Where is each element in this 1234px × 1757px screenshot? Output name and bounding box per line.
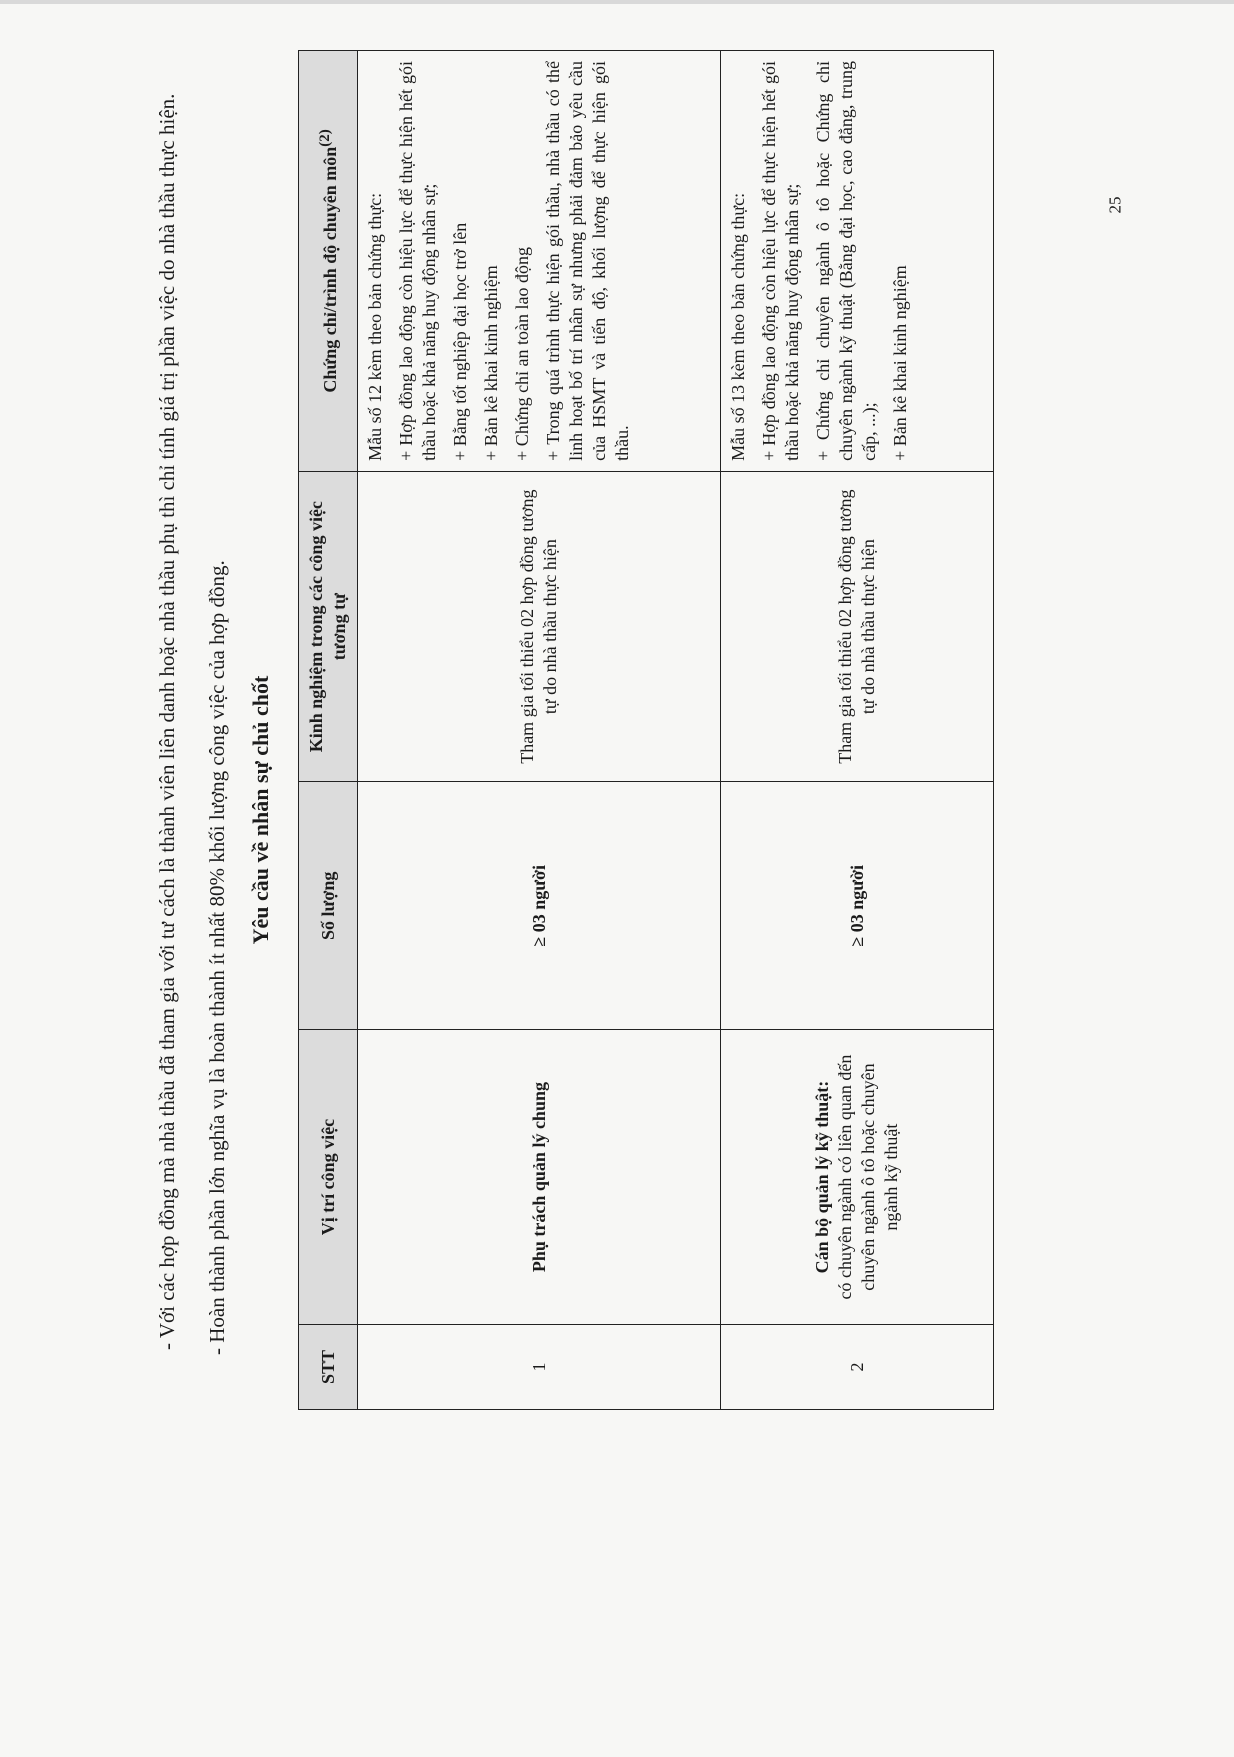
cell-position: [358, 1030, 721, 1325]
rotated-page-content: [140, 20, 1200, 1600]
certificate-line: + Hợp đồng lao động còn hiệu lực để thực hiện hết gói thầu hoặc khả năng huy động nhân sự;: [759, 61, 802, 461]
position-title: Phụ trách quản lý chung: [528, 1082, 549, 1273]
position-detail: có chuyên ngành có liên quan đến chuyên ngành ô tô hoặc chuyên ngành kỹ thuật: [835, 1054, 901, 1300]
section-title: Yêu cầu về nhân sự chủ chốt: [248, 675, 273, 945]
table-row: [358, 51, 721, 1410]
certificate-line: + Chứng chỉ chuyên ngành ô tô hoặc Chứng chỉ chuyên ngành kỹ thuật (Bằng đại học, cao đẳng, trung cấp, ...);: [813, 61, 879, 461]
header-certificate-label: Chứng chỉ/trình độ chuyên môn: [320, 146, 340, 393]
page-number: 25: [1105, 196, 1125, 214]
certificate-line: + Bản kê khai kinh nghiệm: [481, 265, 501, 461]
cell-certificate: [721, 51, 994, 472]
cell-stt: 1: [358, 1325, 721, 1410]
personnel-requirements-table: [298, 50, 994, 1410]
certificate-line: Mẫu số 13 kèm theo bản chứng thực:: [728, 192, 748, 461]
header-certificate: [299, 51, 358, 472]
certificate-line: Mẫu số 12 kèm theo bản chứng thực:: [365, 192, 385, 461]
header-certificate-sup: (2): [317, 129, 333, 147]
certificate-line: + Bản kê khai kinh nghiệm: [890, 265, 910, 461]
table-row: [721, 51, 994, 1410]
header-experience: Kinh nghiệm trong các công việc tương tự: [299, 471, 358, 782]
certificate-line: + Chứng chỉ an toàn lao động: [512, 246, 532, 461]
header-position: Vị trí công việc: [299, 1030, 358, 1325]
cell-certificate: [358, 51, 721, 472]
cell-quantity: ≥ 03 người: [721, 782, 994, 1030]
cell-experience: Tham gia tối thiểu 02 hợp đồng tương tự do nhà thầu thực hiện: [358, 471, 721, 782]
certificate-line: + Bằng tốt nghiệp đại học trở lên: [450, 222, 470, 461]
cell-quantity: ≥ 03 người: [358, 782, 721, 1030]
header-quantity: Số lượng: [299, 782, 358, 1030]
cell-stt: 2: [721, 1325, 994, 1410]
cell-experience: Tham gia tối thiểu 02 hợp đồng tương tự do nhà thầu thực hiện: [721, 471, 994, 782]
paragraph-joint-venture: - Với các hợp đồng mà nhà thầu đã tham gia với tư cách là thành viên liên danh hoặc nhà thầu phụ thì chỉ tính giá trị phần việc do nhà thầu thực hiện.: [155, 93, 179, 1350]
certificate-line: + Trong quá trình thực hiện gói thầu, nhà thầu có thể linh hoạt bố trí nhân sự nhưng phải đảm bảo yêu cầu của HSMT và tiến độ, khối lượng để thực hiện gói thầu.: [543, 61, 632, 461]
certificate-line: + Hợp đồng lao động còn hiệu lực để thực hiện hết gói thầu hoặc khả năng huy động nhân sự;: [396, 61, 439, 461]
table-header-row: [299, 51, 358, 1410]
cell-position: [721, 1030, 994, 1325]
scan-edge: [0, 0, 1234, 4]
header-stt: STT: [299, 1325, 358, 1410]
position-title: Cán bộ quản lý kỹ thuật:: [812, 1080, 832, 1274]
paragraph-completion: - Hoàn thành phần lớn nghĩa vụ là hoàn thành ít nhất 80% khối lượng công việc của hợp đồng.: [205, 560, 229, 1355]
